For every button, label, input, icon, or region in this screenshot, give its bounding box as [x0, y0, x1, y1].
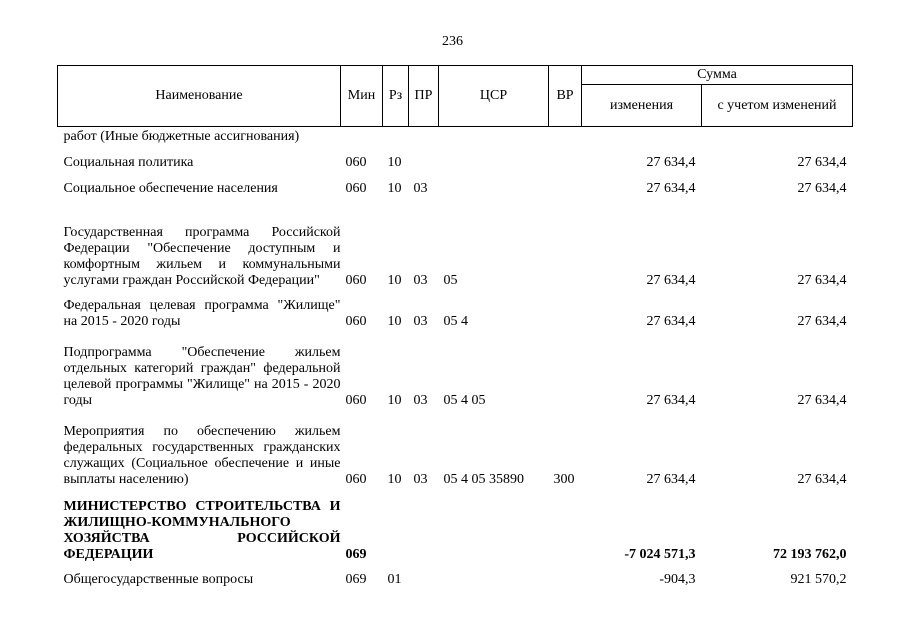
row-pr: 03: [413, 472, 428, 487]
row-name: Общегосударственные вопросы: [63, 572, 254, 587]
row-min: 060: [345, 314, 367, 329]
row-csr: 05 4: [443, 314, 468, 329]
header-min: Мин: [341, 66, 383, 127]
row-vr: [549, 171, 582, 197]
page-number: 236: [442, 34, 463, 49]
row-min: [341, 127, 383, 146]
row-total: 921 570,2: [790, 572, 847, 587]
header-sum: Сумма: [582, 66, 853, 85]
row-vr: [549, 197, 582, 289]
row-pr: 03: [413, 181, 428, 196]
row-csr: [439, 145, 549, 171]
table-row: [58, 197, 853, 289]
row-total: 27 634,4: [797, 314, 847, 329]
budget-table: [57, 65, 853, 588]
row-name: МИНИСТЕРСТВО СТРОИТЕЛЬСТВА И ЖИЛИЩНО-КОММУНАЛЬНОГО ХОЗЯЙСТВА РОССИЙСКОЙ ФЕДЕРАЦИИ: [63, 499, 341, 562]
row-csr: [439, 171, 549, 197]
row-total: 27 634,4: [797, 472, 847, 487]
header-vr: ВР: [549, 66, 582, 127]
row-name: Мероприятия по обеспечению жильем федеральных государственных гражданских служащих (Социальное обеспечение и иные выплаты населению): [63, 424, 341, 487]
row-total: 27 634,4: [797, 273, 847, 288]
row-pr: [409, 145, 439, 171]
header-pr: ПР: [409, 66, 439, 127]
table-row: [58, 488, 853, 563]
row-changes: [582, 127, 702, 146]
row-changes: 27 634,4: [646, 314, 696, 329]
row-changes: -7 024 571,3: [624, 547, 696, 562]
row-min: 060: [345, 472, 367, 487]
header-name: Наименование: [58, 66, 341, 127]
table-row: [58, 330, 853, 409]
row-vr: 300: [553, 472, 575, 487]
row-rz: 10: [387, 393, 402, 408]
row-csr: [439, 563, 549, 588]
row-min: 060: [345, 181, 367, 196]
row-pr: 03: [413, 273, 428, 288]
row-changes: 27 634,4: [646, 181, 696, 196]
row-total: [702, 127, 853, 146]
row-csr: [439, 127, 549, 146]
row-rz: 01: [387, 572, 402, 587]
row-changes: 27 634,4: [646, 273, 696, 288]
row-changes: -904,3: [659, 572, 696, 587]
row-name: Социальная политика: [63, 155, 194, 170]
row-csr: [439, 488, 549, 563]
row-rz: 10: [387, 472, 402, 487]
row-pr: [409, 488, 439, 563]
row-pr: [409, 127, 439, 146]
row-vr: [549, 145, 582, 171]
row-min: 060: [345, 155, 367, 170]
table-header: [58, 66, 853, 127]
row-rz: 10: [387, 314, 402, 329]
row-total: 27 634,4: [797, 181, 847, 196]
row-name: Федеральная целевая программа "Жилище" на 2015 - 2020 годы: [63, 298, 341, 329]
row-vr: [549, 563, 582, 588]
header-rz: Рз: [383, 66, 409, 127]
table-row: [58, 289, 853, 330]
row-rz: 10: [387, 273, 402, 288]
row-pr: 03: [413, 314, 428, 329]
row-csr: 05 4 05: [443, 393, 486, 408]
row-csr: 05: [443, 273, 458, 288]
row-vr: [549, 289, 582, 330]
row-total: 72 193 762,0: [773, 547, 847, 562]
row-vr: [549, 488, 582, 563]
row-changes: 27 634,4: [646, 393, 696, 408]
table-row: [58, 127, 853, 146]
row-name: Социальное обеспечение населения: [63, 181, 278, 196]
header-with-changes: с учетом изменений: [702, 85, 853, 127]
row-vr: [549, 330, 582, 409]
row-name: Государственная программа Российской Федерации "Обеспечение доступным и комфортным жильем и коммунальными услугами граждан Российской Федерации": [63, 225, 341, 288]
row-rz: 10: [387, 155, 402, 170]
row-vr: [549, 127, 582, 146]
row-rz: 10: [387, 181, 402, 196]
row-rz: [383, 488, 409, 563]
row-name: Подпрограмма "Обеспечение жильем отдельных категорий граждан" федеральной целевой программы "Жилище" на 2015 - 2020 годы: [63, 345, 341, 408]
row-min: 060: [345, 273, 367, 288]
table-row: [58, 409, 853, 488]
row-csr: 05 4 05 35890: [443, 472, 524, 487]
table-row: [58, 563, 853, 588]
row-min: 069: [345, 572, 367, 587]
row-rz: [383, 127, 409, 146]
table-row: [58, 145, 853, 171]
row-total: 27 634,4: [797, 155, 847, 170]
header-changes: изменения: [582, 85, 702, 127]
row-changes: 27 634,4: [646, 472, 696, 487]
table-row: [58, 171, 853, 197]
header-csr: ЦСР: [439, 66, 549, 127]
row-pr: [409, 563, 439, 588]
row-min: 069: [345, 547, 367, 562]
row-pr: 03: [413, 393, 428, 408]
row-min: 060: [345, 393, 367, 408]
row-name: работ (Иные бюджетные ассигнования): [63, 129, 300, 144]
table-body: [58, 127, 853, 589]
row-changes: 27 634,4: [646, 155, 696, 170]
row-total: 27 634,4: [797, 393, 847, 408]
